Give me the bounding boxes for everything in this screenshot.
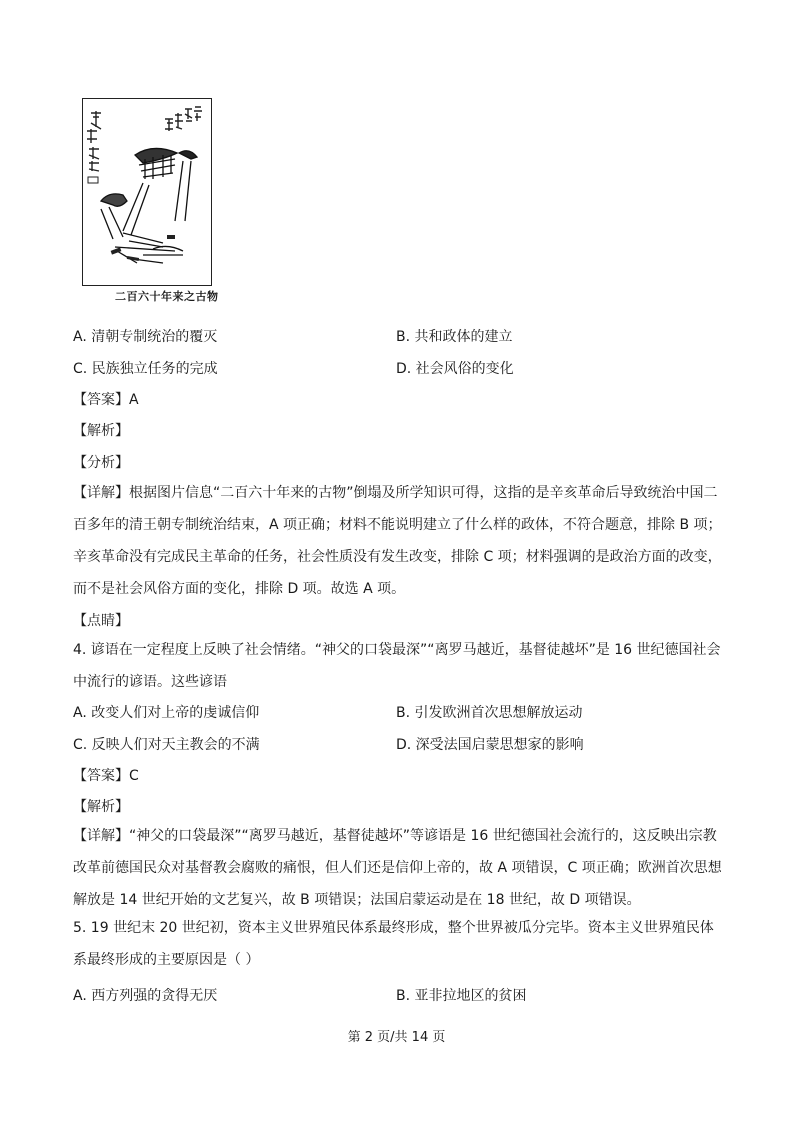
- q3-answer: [73, 389, 139, 409]
- q4-option-a: A. 改变人们对上帝的虔诚信仰: [73, 705, 260, 721]
- q4-option-c: C. 反映人们对天主教会的不满: [73, 737, 260, 753]
- q5-stem: 5. 19 世纪末 20 世纪初，资本主义世界殖民体系最终形成，整个世界被瓜分完毕。资本主义世界殖民体系最终形成的主要原因是（ ）: [73, 920, 714, 968]
- q3-explanation: [73, 477, 725, 605]
- figure-caption: 二百六十年来之古物: [115, 290, 219, 303]
- q3-option-b: B. 共和政体的建立: [396, 329, 513, 345]
- answer-value: A: [129, 392, 139, 408]
- page-footer: 第 2 页/共 14 页: [347, 1030, 446, 1045]
- xiangjie-label: 【详解】: [73, 828, 129, 844]
- answer-label: 【答案】: [73, 768, 129, 784]
- q4-jiexi-label: 【解析】: [73, 799, 129, 815]
- cartoon-figure: [82, 98, 212, 286]
- q3-option-a: A. 清朝专制统治的覆灭: [73, 329, 218, 345]
- answer-label: 【答案】: [73, 392, 129, 408]
- xiangjie-text: “神父的口袋最深”“离罗马越近，基督徒越坏”等谚语是 16 世纪德国社会流行的，这反映出宗教改革前德国民众对基督教会腐败的痛恨，但人们还是信仰上帝的，故 A 项错误，C 项正确；欧洲首次思想解放是 14 世纪开始的文艺复兴，故 B 项错误；法国启蒙运动是在 18 世纪，故 D 项错误。: [73, 828, 722, 908]
- xiangjie-text: 根据图片信息“二百六十年来的古物”倒塌及所学知识可得，这指的是辛亥革命后导致统治中国二百多年的清王朝专制统治结束，A 项正确；材料不能说明建立了什么样的政体，不符合题意，排除 B 项；辛亥革命没有完成民主革命的任务，社会性质没有发生改变，排除 C 项；材料强调的是政治方面的改变，而不是社会风俗方面的变化，排除 D 项。故选 A 项。: [73, 485, 722, 597]
- q5-option-a: A. 西方列强的贪得无厌: [73, 988, 218, 1004]
- answer-value: C: [129, 768, 139, 784]
- q3-option-c: C. 民族独立任务的完成: [73, 361, 218, 377]
- q4-stem: 4. 谚语在一定程度上反映了社会情绪。“神父的口袋最深”“离罗马越近，基督徒越坏”是 16 世纪德国社会中流行的谚语。这些谚语: [73, 642, 721, 690]
- xiangjie-label: 【详解】: [73, 485, 129, 501]
- q4-option-d: D. 深受法国启蒙思想家的影响: [396, 737, 584, 753]
- collapsing-pavilion-illustration: [83, 99, 211, 285]
- q4-explanation: [73, 820, 725, 916]
- q5-option-b: B. 亚非拉地区的贫困: [396, 988, 527, 1004]
- q3-fenxi-label: 【分析】: [73, 455, 129, 471]
- q4-answer: [73, 765, 139, 785]
- q3-jiexi-label: 【解析】: [73, 423, 129, 439]
- q3-option-d: D. 社会风俗的变化: [396, 361, 514, 377]
- q3-dianjing-label: 【点睛】: [73, 613, 129, 629]
- q4-option-b: B. 引发欧洲首次思想解放运动: [396, 705, 583, 721]
